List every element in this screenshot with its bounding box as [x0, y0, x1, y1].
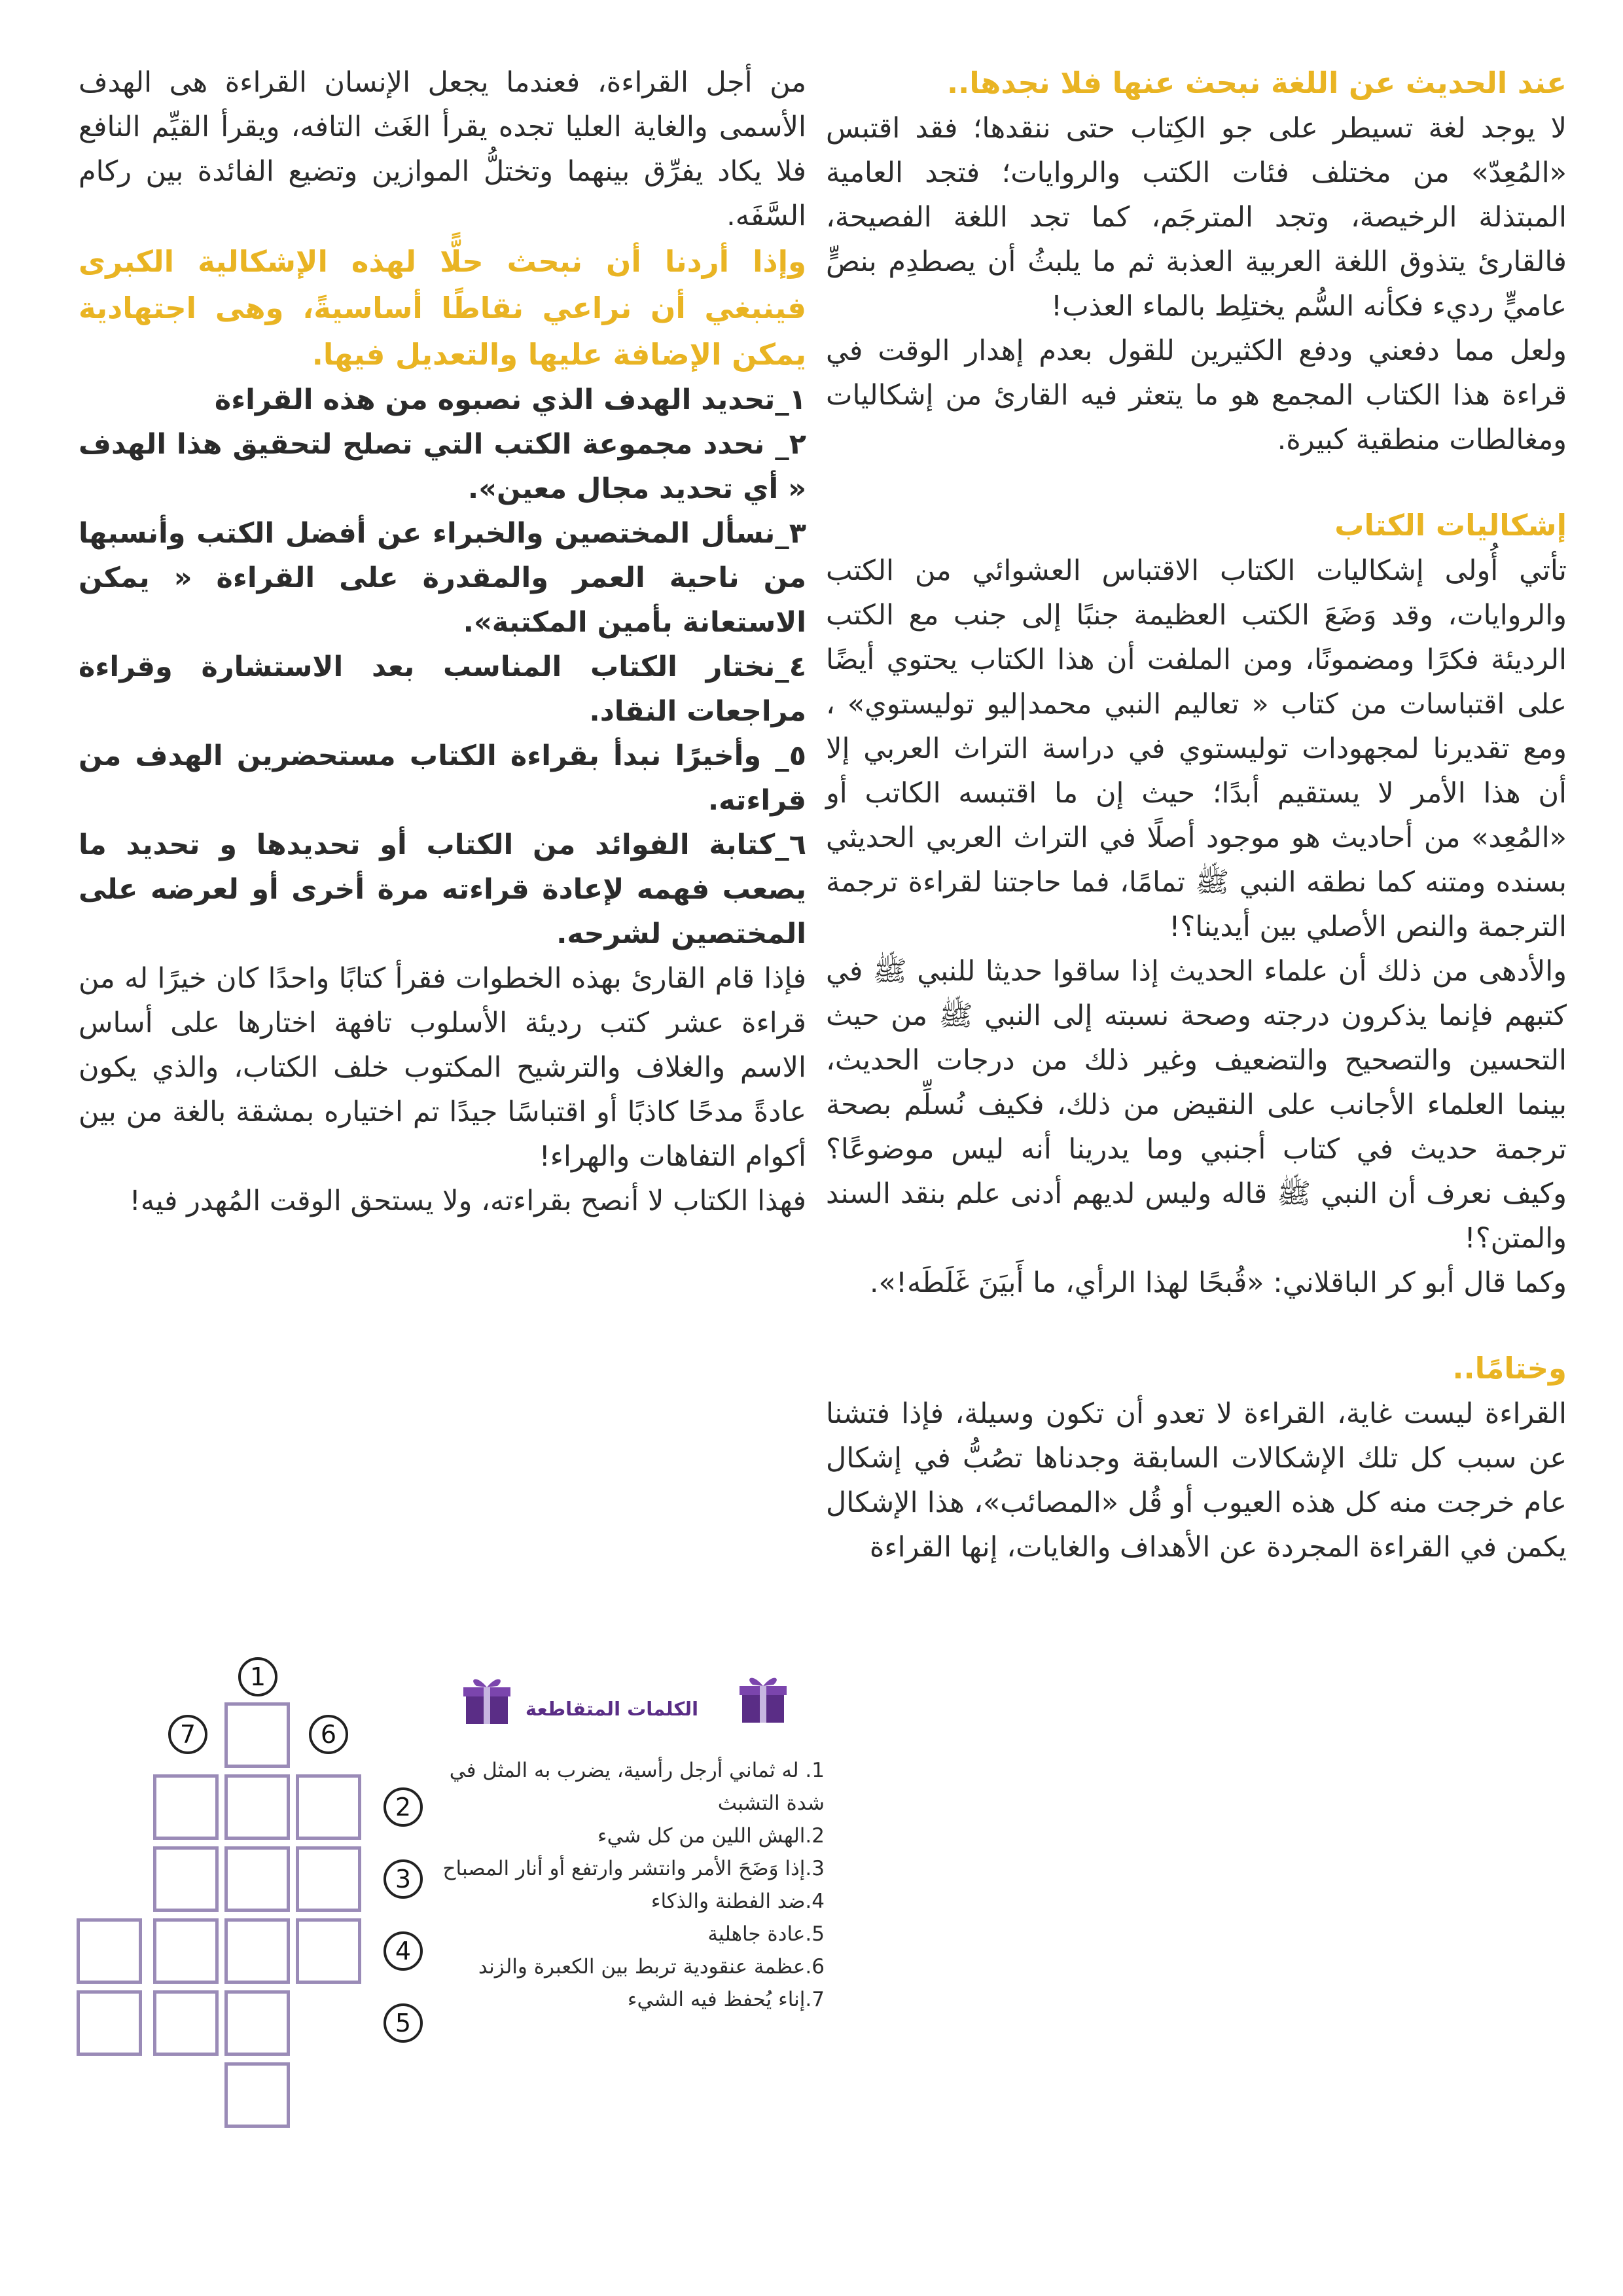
crossword-cell[interactable]: [296, 1918, 361, 1984]
crossword-cell[interactable]: [224, 1990, 290, 2056]
crossword-number: 1: [238, 1657, 277, 1696]
clue: 6.عظمة عنقودية تربط بين الكعبرة والزند: [478, 1955, 825, 1979]
paragraph: وكما قال أبو كر الباقلاني: «قُبحًا لهذا الرأي، ما أَبيَنَ غَلَطَه!».: [869, 1266, 1567, 1299]
crossword-cell[interactable]: [296, 1774, 361, 1840]
step-item: ٣_نسأل المختصين والخبراء عن أفضل الكتب وأنسبها من ناحية العمر والمقدرة على القراءة « يمكن الاستعانة بأمين المكتبة».: [79, 517, 806, 639]
paragraph: من أجل القراءة، فعندما يجعل الإنسان القراءة هى الهدف الأسمى والغاية العليا تجده يقرأ الغَث التافه، ويقرأ القيِّم النافع فلا يكاد يفرِّق بينهما وتختلُّ الموازين وتضيع الفائدة بين ركام السَّفَه.: [79, 66, 806, 232]
clue: 2.الهش اللين من كل شيء: [597, 1824, 825, 1848]
paragraph: القراءة ليست غاية، القراءة لا تعدو أن تكون وسيلة، فإذا فتشنا عن سبب كل تلك الإشكالات السابقة وجدناها تصُبُّ في إشكال عام خرجت منه كل هذه العيوب أو قُل «المصائب»، هذا الإشكال يكمن في القراءة المجردة عن الأهداف والغايات، إنها القراءة: [826, 1397, 1567, 1564]
step-item: ٦_كتابة الفوائد من الكتاب أو تحديدها و تحديد ما يصعب فهمه لإعادة قراءته مرة أخرى أو لعرضه على المختصين لشرحه.: [79, 829, 806, 950]
crossword-cell[interactable]: [224, 1918, 290, 1984]
section-heading-conclusion: وختامًا..: [1452, 1351, 1567, 1386]
gift-icon: [738, 1669, 788, 1725]
crossword-cell[interactable]: [224, 1846, 290, 1912]
step-item: ٢_ نحدد مجموعة الكتب التي تصلح لتحقيق هذا الهدف « أي تحديد مجال معين».: [79, 428, 806, 505]
paragraph: تأتي أُولى إشكاليات الكتاب الاقتباس العشوائي من الكتب والروايات، وقد وَضَعَ الكتب العظيمة جنبًا إلى جنب مع الكتب الرديئة فكرًا ومضمونًا، ومن الملفت أن هذا الكتاب يحتوي أيضًا على اقتباسات من كتاب « تعاليم النبي محمد|ليو توليستوي» ، ومع تقديرنا لمجهودات توليستوي في دراسة التراث العربي إلا أن هذا الأمر لا يستقيم أبدًا؛ حيث إن ما اقتبسه الكاتب أو «المُعِد» من أحاديث هو موجود أصلًا في التراث العربي الحديثي بسنده ومتنه كما نطقه النبي ﷺ تمامًا، فما حاجتنا لقراءة ترجمة الترجمة والنص الأصلي بين أيدينا؟!: [826, 554, 1567, 943]
crossword-clues: [432, 1754, 825, 2016]
crossword-number: 5: [383, 2003, 423, 2043]
crossword-cell[interactable]: [153, 1990, 219, 2056]
highlight-paragraph: وإذا أردنا أن نبحث حلًّا لهذه الإشكالية الكبرى فينبغي أن نراعي نقاطًا أساسيةً، وهى اجتهادية يمكن الإضافة عليها والتعديل فيها.: [79, 244, 806, 372]
clue: 7.إناء يُحفظ فيه الشيء: [627, 1988, 825, 2011]
paragraph: والأدهى من ذلك أن علماء الحديث إذا ساقوا حديثا للنبي ﷺ في كتبهم فإنما يذكرون درجته وصحة نسبته إلى النبي ﷺ من حيث التحسين والتصحيح والتضعيف وغير ذلك من درجات الحديث، بينما العلماء الأجانب على النقيض من ذلك، فكيف نُسلِّم بصحة ترجمة حديث في كتاب أجنبي وما يدرينا أنه ليس موضوعًا؟ وكيف نعرف أن النبي ﷺ قاله وليس لديهم أدنى علم بنقد السند والمتن؟!: [826, 955, 1567, 1255]
crossword-number: 4: [383, 1931, 423, 1971]
left-column: [79, 60, 806, 1223]
clue: 5.عادة جاهلية: [707, 1922, 825, 1946]
crossword-cell[interactable]: [153, 1918, 219, 1984]
section-heading-problems: إشكاليات الكتاب: [1334, 508, 1567, 543]
crossword-number: 2: [383, 1787, 423, 1827]
crossword-cell[interactable]: [153, 1846, 219, 1912]
crossword-cell[interactable]: [153, 1774, 219, 1840]
crossword-number: 3: [383, 1859, 423, 1899]
crossword-cell[interactable]: [77, 1990, 142, 2056]
crossword-cell[interactable]: [77, 1918, 142, 1984]
step-item: ١_تحديد الهدف الذي نصبوه من هذه القراءة: [214, 384, 806, 416]
clue: 1. له ثماني أرجل رأسية، يضرب به المثل في شدة التشبث: [449, 1759, 825, 1815]
section-heading-language: عند الحديث عن اللغة نبحث عنها فلا نجدها..: [947, 65, 1567, 100]
paragraph: ولعل مما دفعني ودفع الكثيرين للقول بعدم إهدار الوقت في قراءة هذا الكتاب المجمع هو ما يتعثر فيه القارئ من إشكاليات ومغالطات منطقية كبيرة.: [826, 334, 1567, 456]
paragraph: لا يوجد لغة تسيطر على جو الكِتاب حتى ننقدها؛ فقد اقتبس «المُعِدّ» من مختلف فئات الكتب والروايات؛ فتجد العامية المبتذلة الرخيصة، وتجد المترجَم، كما تجد اللغة الفصيحة، فالقارئ يتذوق اللغة العربية العذبة ثم ما يلبثُ أن يصطدِم بنصٍّ عاميٍّ رديء فكأنه السُّم يختلِط بالماء العذب!: [826, 112, 1567, 323]
clue: 4.ضد الفطنة والذكاء: [651, 1890, 825, 1913]
crossword-number: 7: [168, 1715, 207, 1754]
paragraph: فإذا قام القارئ بهذه الخطوات فقرأ كتابًا واحدًا كان خيرًا له من قراءة عشر كتب رديئة الأسلوب تافهة اختارها على أساس الاسم والغلاف والترشيح المكتوب خلف الكتاب، والذي يكون عادةً مدحًا كاذبًا أو اقتباسًا جيدًا تم اختياره بمشقة بالغة من بين أكوام التفاهات والهراء!: [79, 962, 806, 1173]
crossword-cell[interactable]: [224, 1774, 290, 1840]
crossword-title: الكلمات المتقاطعة: [525, 1698, 699, 1720]
right-column: [826, 60, 1567, 1570]
clue: 3.إذا وَضَحَ الأمر وانتشر وارتفع أو أنار المصباح: [442, 1857, 825, 1880]
step-item: ٥_ وأخيرًا نبدأ بقراءة الكتاب مستحضرين الهدف من قراءته.: [79, 740, 806, 817]
paragraph: فهذا الكتاب لا أنصح بقراءته، ولا يستحق الوقت المُهدر فيه!: [129, 1185, 806, 1217]
crossword-number: 6: [309, 1715, 348, 1754]
crossword-cell[interactable]: [224, 2062, 290, 2128]
step-item: ٤_نختار الكتاب المناسب بعد الاستشارة وقراءة مراجعات النقاد.: [79, 651, 806, 728]
crossword-cell[interactable]: [224, 1702, 290, 1768]
crossword-cell[interactable]: [296, 1846, 361, 1912]
